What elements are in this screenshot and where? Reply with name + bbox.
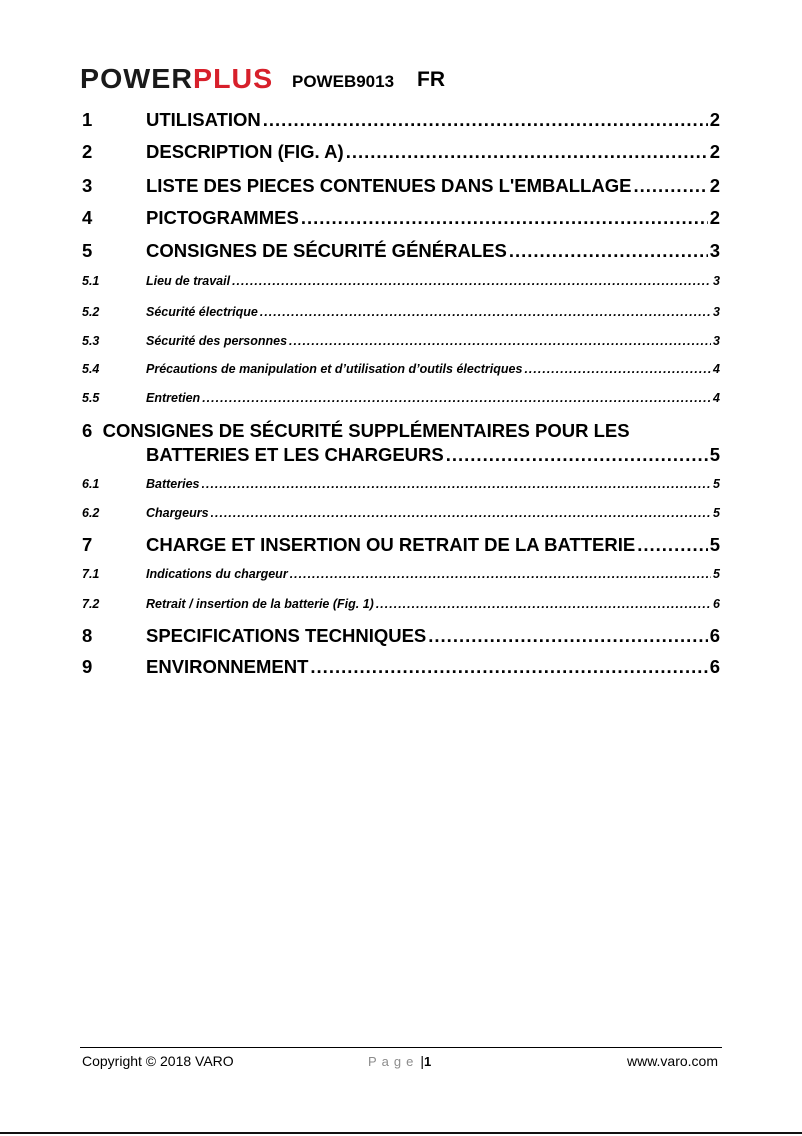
toc-entry-9[interactable] — [82, 656, 722, 678]
toc-number: 7.1 — [82, 567, 100, 581]
toc-title-line2: BATTERIES ET LES CHARGEURS — [146, 444, 444, 465]
toc-number: 6 — [82, 420, 93, 441]
toc-page: 3 — [713, 305, 720, 319]
toc-number: 4 — [82, 207, 93, 228]
toc-entry-5-2[interactable] — [82, 304, 722, 320]
toc-entry-5-4[interactable] — [82, 361, 722, 377]
toc-title: DESCRIPTION (FIG. A) — [146, 141, 344, 162]
dot-leader — [428, 625, 707, 647]
toc-number: 5.5 — [82, 391, 100, 405]
toc-title: Chargeurs — [146, 506, 209, 520]
dot-leader — [202, 476, 712, 492]
toc-entry-5-5[interactable] — [82, 390, 722, 406]
toc-entry-1[interactable] — [82, 109, 722, 131]
toc-page: 4 — [713, 391, 720, 405]
toc-number: 5.1 — [82, 274, 100, 288]
page-indicator — [368, 1052, 431, 1071]
toc-entry-3[interactable] — [82, 175, 722, 197]
toc-entry-5-3[interactable] — [82, 333, 722, 349]
toc-page: 6 — [709, 656, 720, 677]
dot-leader — [310, 656, 707, 678]
toc-page: 3 — [709, 240, 720, 261]
toc-number: 8 — [82, 625, 93, 646]
toc-title: Sécurité électrique — [146, 305, 258, 319]
toc-title: ENVIRONNEMENT — [146, 656, 309, 677]
dot-leader — [289, 333, 711, 349]
toc-page: 3 — [713, 334, 720, 348]
toc-page: 2 — [709, 207, 720, 228]
toc-entry-4[interactable] — [82, 207, 722, 229]
dot-leader — [232, 273, 711, 289]
dot-leader — [346, 141, 708, 163]
toc-title-line1: CONSIGNES DE SÉCURITÉ SUPPLÉMENTAIRES POUR LES — [102, 420, 630, 441]
toc-title: CONSIGNES DE SÉCURITÉ GÉNÉRALES — [146, 240, 507, 261]
toc-number: 5.2 — [82, 305, 100, 319]
toc-title: Indications du chargeur — [146, 567, 288, 581]
toc-number: 2 — [82, 141, 93, 162]
toc-page: 2 — [709, 141, 720, 162]
footer-divider — [80, 1047, 722, 1048]
toc-number: 7 — [82, 534, 93, 555]
toc-title: CHARGE ET INSERTION OU RETRAIT DE LA BATTERIE — [146, 534, 636, 555]
toc-entry-2[interactable] — [82, 141, 722, 163]
bottom-edge-line — [0, 1132, 802, 1134]
model-number: POWEB9013 — [292, 72, 395, 91]
dot-leader — [211, 505, 712, 521]
dot-leader — [446, 444, 708, 466]
document-header — [80, 62, 720, 96]
toc-entry-7-1[interactable] — [82, 566, 722, 582]
toc-entry-8[interactable] — [82, 625, 722, 647]
toc-number: 9 — [82, 656, 93, 677]
toc-number: 3 — [82, 175, 93, 196]
page-label: Page — [368, 1054, 419, 1069]
copyright-text: Copyright © 2018 VARO — [82, 1053, 234, 1069]
toc-page: 6 — [709, 625, 720, 646]
page-number: 1 — [424, 1054, 432, 1069]
dot-leader — [509, 240, 708, 262]
toc-page: 5 — [713, 567, 720, 581]
language-code: FR — [417, 68, 445, 91]
page-footer — [82, 1052, 718, 1070]
toc-title: SPECIFICATIONS TECHNIQUES — [146, 625, 427, 646]
dot-leader — [260, 304, 711, 320]
toc-page: 4 — [713, 362, 720, 376]
toc-number: 5 — [82, 240, 93, 261]
toc-entry-6-2[interactable] — [82, 505, 722, 521]
toc-title: Retrait / insertion de la batterie (Fig. 1) — [146, 597, 374, 611]
dot-leader — [524, 361, 711, 377]
dot-leader — [301, 207, 708, 229]
dot-leader — [633, 175, 707, 197]
toc-title: Entretien — [146, 391, 201, 405]
toc-title: Précautions de manipulation et d’utilisation d’outils électriques — [146, 362, 523, 376]
toc-page: 6 — [713, 597, 720, 611]
dot-leader — [202, 390, 711, 406]
website-link[interactable]: www.varo.com — [626, 1053, 718, 1069]
toc-page: 2 — [709, 109, 720, 130]
toc-number: 7.2 — [82, 597, 100, 611]
toc-entry-5[interactable] — [82, 240, 722, 262]
toc-entry-5-1[interactable] — [82, 273, 722, 289]
toc-number: 1 — [82, 109, 93, 130]
toc-number: 5.4 — [82, 362, 100, 376]
toc-entry-6[interactable] — [82, 420, 722, 468]
toc-number: 5.3 — [82, 334, 100, 348]
toc-page: 5 — [713, 506, 720, 520]
page-separator: | — [420, 1053, 425, 1069]
toc-title: Sécurité des personnes — [146, 334, 288, 348]
toc-page: 5 — [709, 444, 720, 465]
toc-entry-7-2[interactable] — [82, 596, 722, 612]
toc-page: 5 — [709, 534, 720, 555]
toc-page: 5 — [713, 477, 720, 491]
toc-title: LISTE DES PIECES CONTENUES DANS L'EMBALLAGE — [146, 175, 632, 196]
dot-leader — [290, 566, 711, 582]
toc-title: PICTOGRAMMES — [146, 207, 299, 228]
dot-leader — [637, 534, 707, 556]
toc-entry-6-1[interactable] — [82, 476, 722, 492]
toc-title: Batteries — [146, 477, 200, 491]
toc-page: 2 — [709, 175, 720, 196]
toc-number: 6.2 — [82, 506, 100, 520]
powerplus-logo: POWERPLUS — [80, 63, 274, 94]
toc-title: UTILISATION — [146, 109, 261, 130]
dot-leader — [376, 596, 711, 612]
toc-title: Lieu de travail — [146, 274, 231, 288]
toc-number: 6.1 — [82, 477, 100, 491]
toc-entry-7[interactable] — [82, 534, 722, 556]
dot-leader — [263, 109, 708, 131]
toc-page: 3 — [713, 274, 720, 288]
